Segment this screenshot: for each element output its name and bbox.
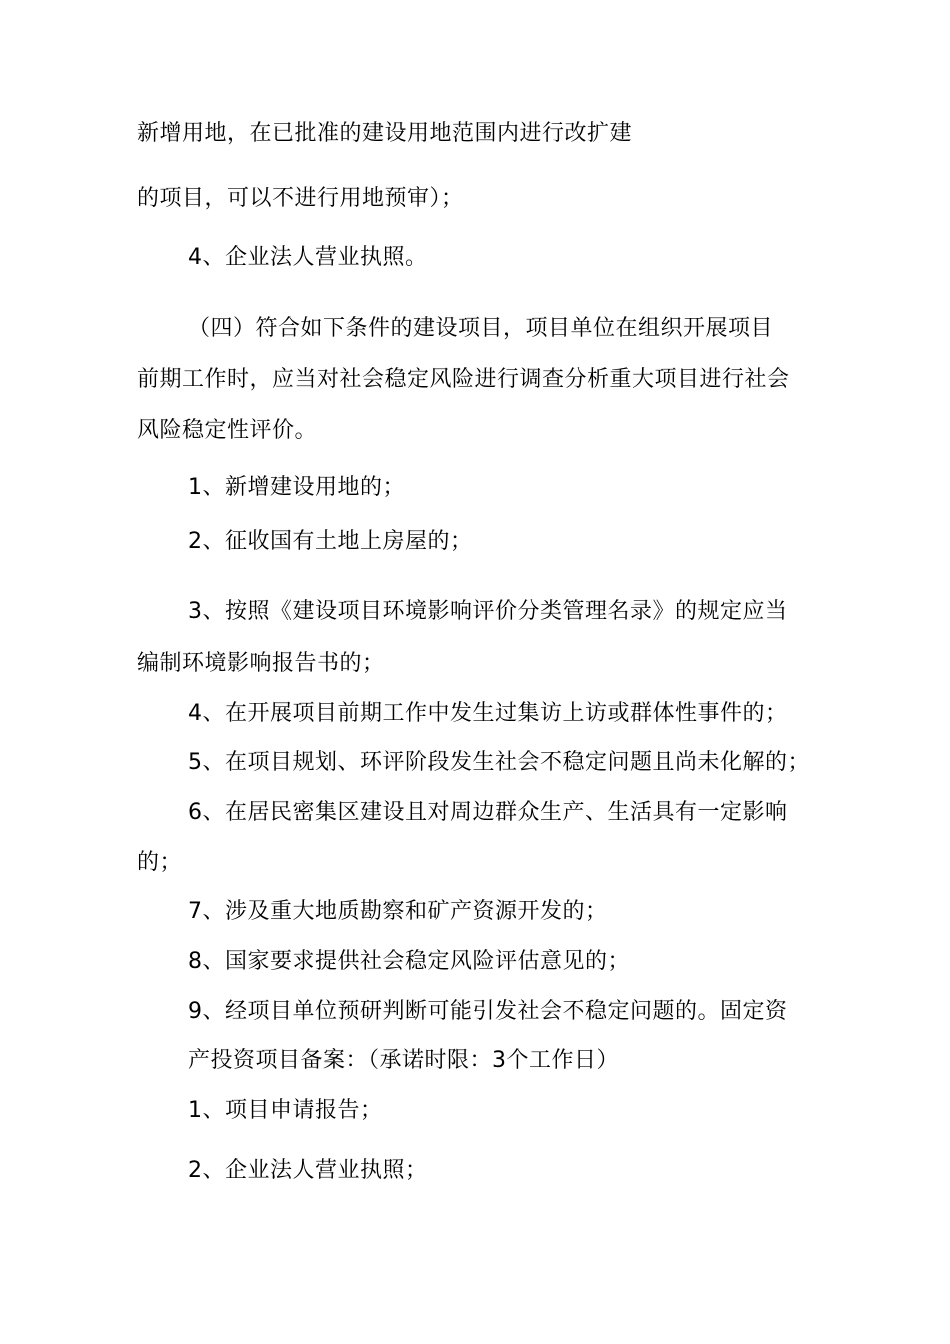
text-line: 的项目，可以不进行用地预审）；	[137, 186, 464, 211]
text-line: 新增用地，在已批准的建设用地范围内进行改扩建	[137, 121, 633, 146]
text-line: 风险稳定性评价。	[137, 418, 318, 443]
text-line: 1、项目申请报告；	[188, 1098, 383, 1123]
text-line: 3、按照《建设项目环境影响评价分类管理名录》的规定应当	[188, 599, 788, 624]
text-line: 2、企业法人营业执照；	[188, 1158, 428, 1183]
text-line: 2、征收国有土地上房屋的；	[188, 529, 473, 554]
text-line: 前期工作时，应当对社会稳定风险进行调查分析重大项目进行社会	[137, 367, 790, 392]
text-line: 产投资项目备案：（承诺时限：3个工作日）	[188, 1048, 619, 1073]
text-line: 编制环境影响报告书的；	[137, 651, 385, 676]
text-line: 9、经项目单位预研判断可能引发社会不稳定问题的。固定资	[188, 999, 788, 1024]
text-line: 的；	[137, 850, 183, 875]
text-line: 7、涉及重大地质勘察和矿产资源开发的；	[188, 899, 608, 924]
text-line: 1、新增建设用地的；	[188, 475, 405, 500]
text-line: （四）符合如下条件的建设项目，项目单位在组织开展项目	[188, 316, 774, 341]
text-line: 6、在居民密集区建设且对周边群众生产、生活具有一定影响	[188, 800, 788, 825]
text-line: 8、国家要求提供社会稳定风险评估意见的；	[188, 949, 630, 974]
text-line: 4、在开展项目前期工作中发生过集访上访或群体性事件的；	[188, 701, 788, 726]
text-line: 4、企业法人营业执照。	[188, 245, 428, 270]
text-line: 5、在项目规划、环评阶段发生社会不稳定问题且尚未化解的；	[188, 750, 810, 775]
